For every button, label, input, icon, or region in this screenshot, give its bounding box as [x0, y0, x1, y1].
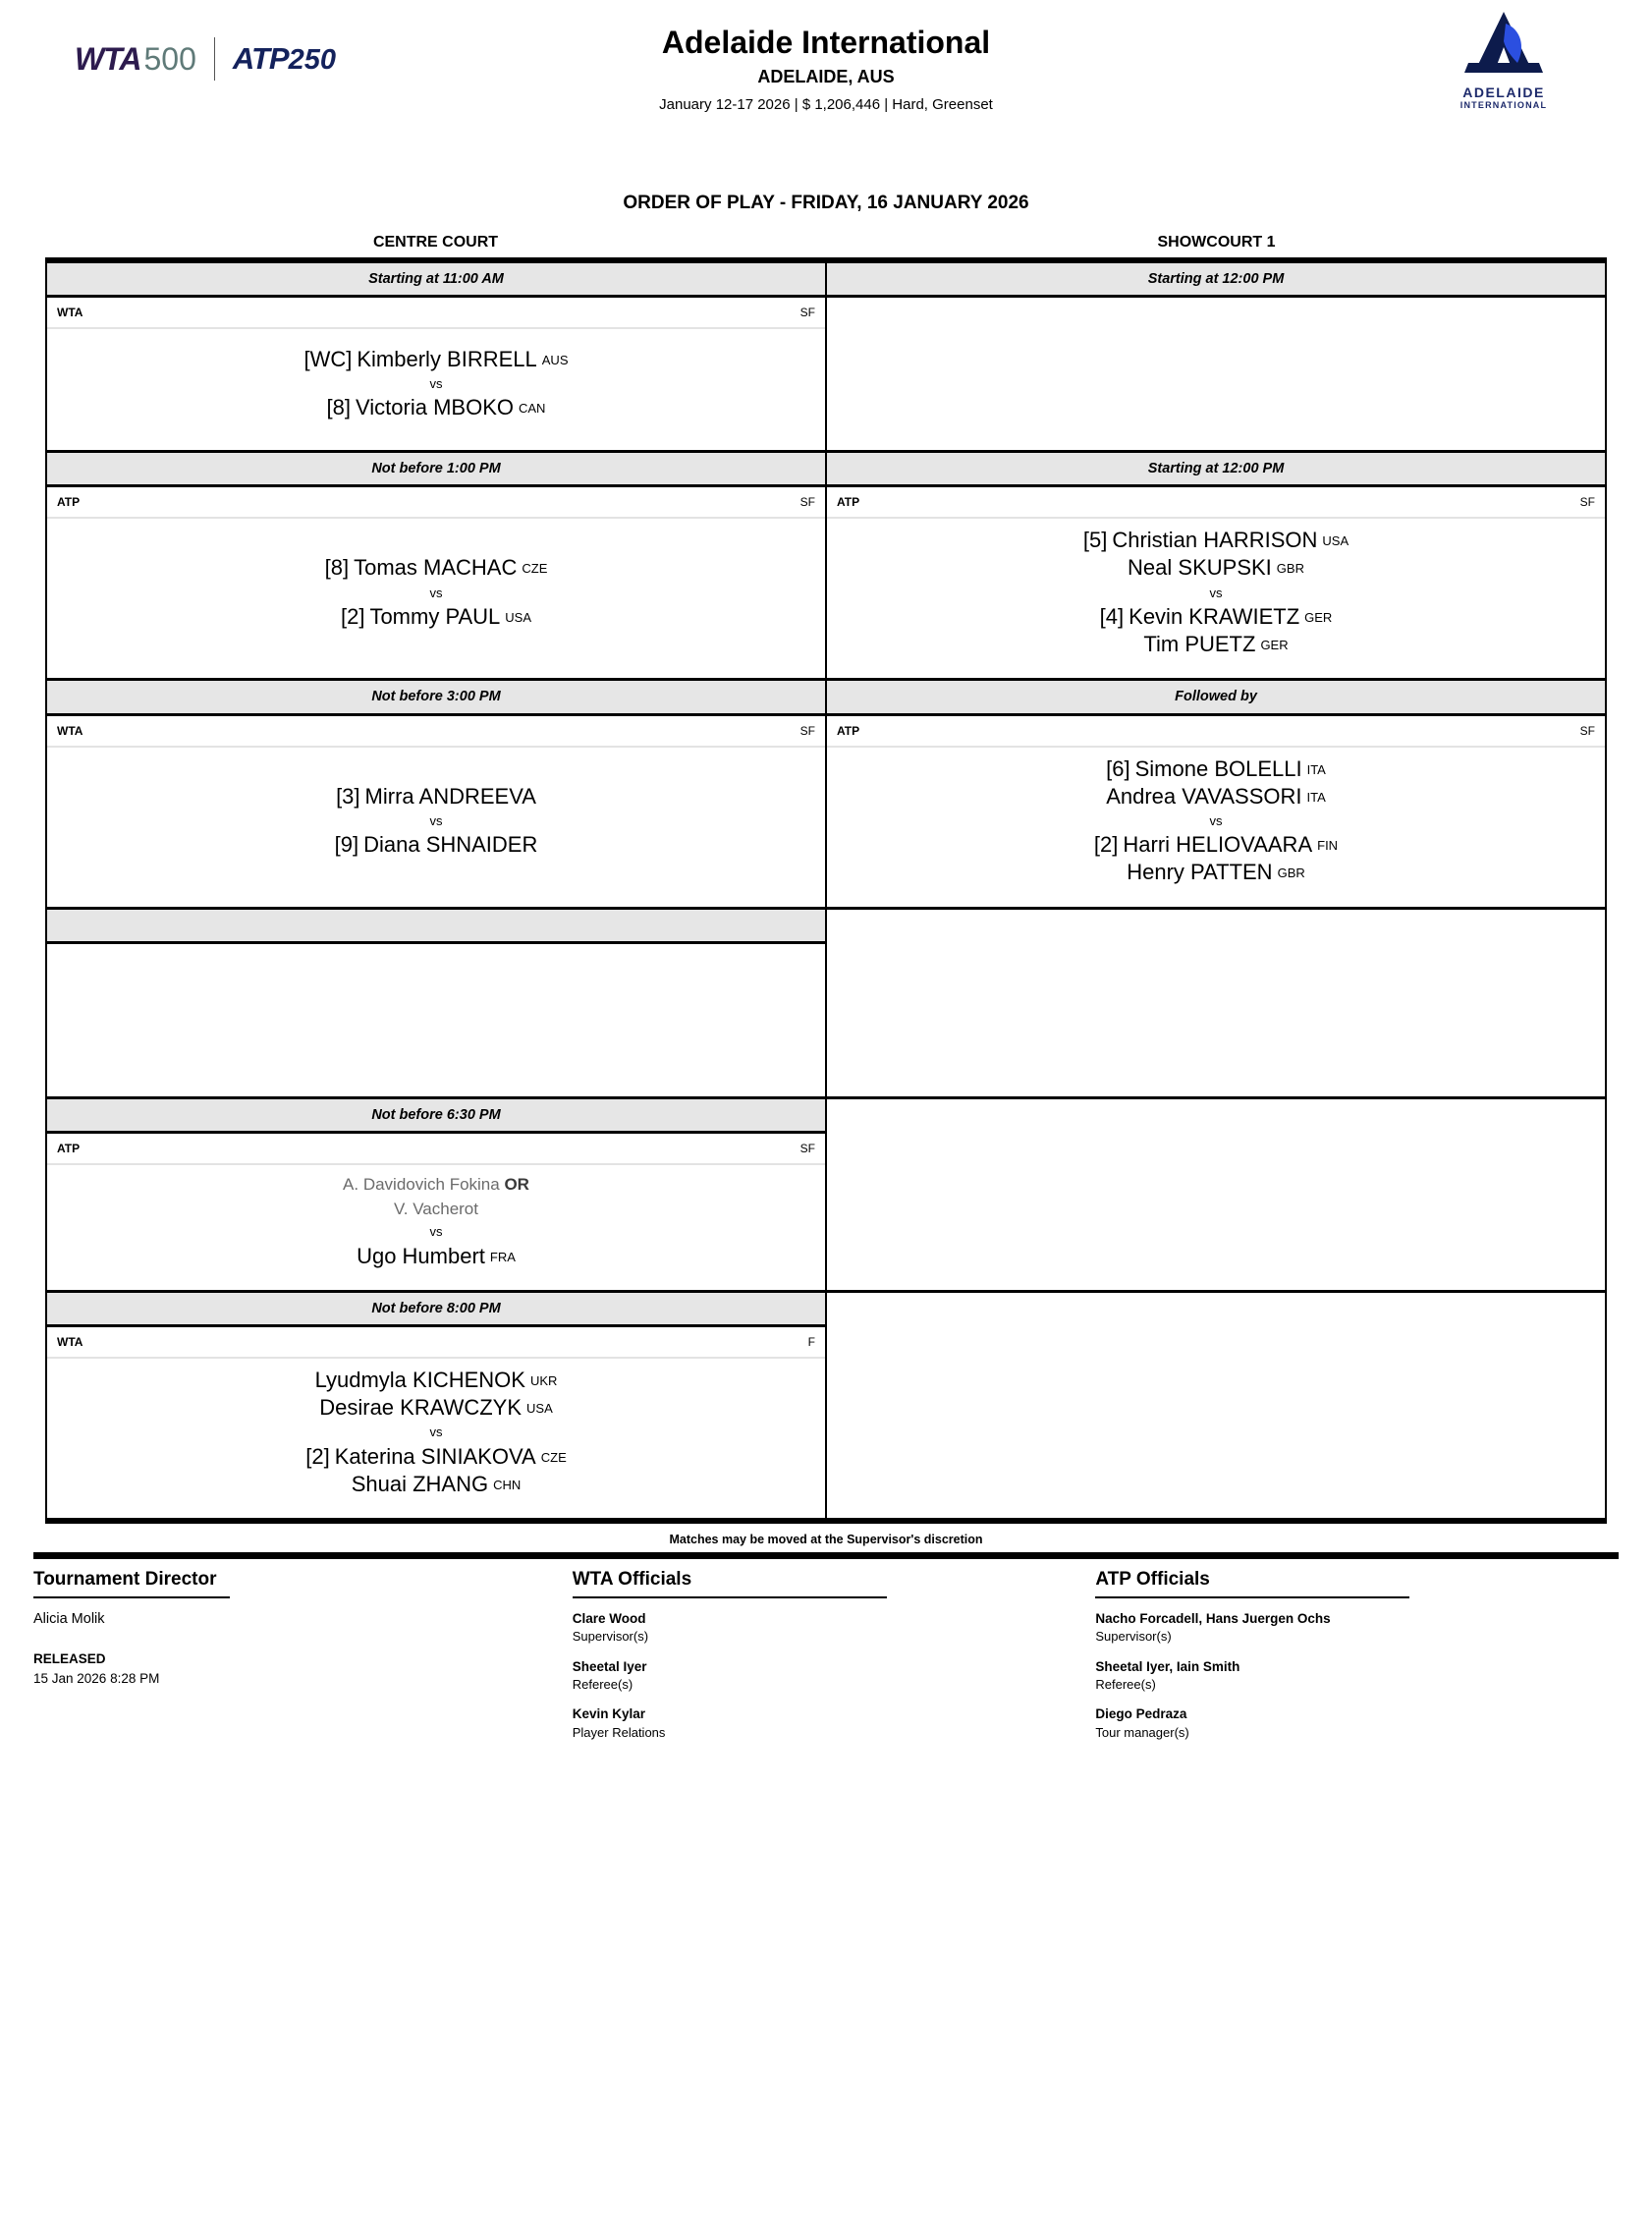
court-heading-showcourt: SHOWCOURT 1	[1157, 234, 1276, 251]
wta-official-name: Sheetal Iyer	[572, 1658, 647, 1674]
vs-separator: vs	[429, 1224, 443, 1240]
match-card[interactable]	[47, 1165, 825, 1290]
wta-logo-text: WTA	[75, 41, 141, 77]
player-seed: [8]	[326, 395, 352, 420]
document-footer	[33, 1559, 1619, 1754]
released-label: RELEASED	[33, 1651, 106, 1667]
player-line	[335, 831, 538, 859]
slot-round-label: SF	[799, 306, 815, 320]
slot-tour-badge: ATP	[57, 495, 81, 510]
adelaide-logo-line2: INTERNATIONAL	[1459, 100, 1548, 111]
schedule-slot-showcourt-1[interactable]	[827, 263, 1607, 453]
tournament-city: ADELAIDE, AUS	[757, 67, 895, 87]
player-line	[341, 603, 531, 631]
player-name: Diana SHNAIDER	[363, 832, 538, 858]
logo-divider	[214, 37, 215, 81]
player-name: Shuai ZHANG	[351, 1471, 489, 1496]
match-card[interactable]	[47, 519, 825, 678]
slot-round-label: SF	[799, 723, 815, 738]
player-country: AUS	[541, 352, 569, 367]
tournament-director-name: Alicia Molik	[33, 1610, 105, 1627]
player-seed: [8]	[324, 555, 350, 581]
player-country: USA	[505, 610, 532, 626]
vs-separator: vs	[429, 1425, 443, 1440]
footer-underline-3	[1095, 1596, 1409, 1598]
slot-time-label: Not before 3:00 PM	[47, 681, 825, 715]
player-line	[325, 554, 548, 582]
wta-official-entry	[573, 1610, 1067, 1646]
player-line	[319, 1394, 553, 1422]
slot-tour-badge: ATP	[837, 723, 860, 738]
player-seed: [WC]	[303, 346, 353, 371]
match-card[interactable]	[47, 329, 825, 450]
slot-meta	[827, 487, 1605, 519]
player-country: FIN	[1317, 838, 1339, 854]
footer-column-wta-officials	[573, 1569, 1096, 1754]
player-name: Kimberly BIRRELL	[357, 346, 537, 371]
slot-time-label: Starting at 12:00 PM	[827, 263, 1605, 298]
vs-separator: vs	[1209, 585, 1223, 600]
match-card[interactable]	[47, 748, 825, 907]
player-name: Neal SKUPSKI	[1128, 555, 1272, 581]
slot-body	[47, 1327, 825, 1518]
player-seed: [3]	[336, 783, 360, 809]
player-country: ITA	[1306, 761, 1326, 777]
atp-official-role: Supervisor(s)	[1095, 1629, 1172, 1645]
slot-tour-badge: ATP	[837, 495, 860, 510]
player-name: V. Vacherot	[393, 1199, 478, 1218]
match-card[interactable]	[827, 519, 1605, 678]
player-seed: [2]	[305, 1443, 330, 1469]
player-name: Ugo Humbert	[357, 1243, 485, 1268]
supervisor-discretion-note: Matches may be moved at the Supervisor's discretion	[669, 1533, 983, 1547]
slot-body	[47, 944, 825, 1096]
tournament-name: Adelaide International	[661, 25, 991, 60]
player-name: Desirae KRAWCZYK	[319, 1395, 523, 1421]
player-country: ITA	[1306, 789, 1326, 805]
match-card[interactable]	[827, 748, 1605, 907]
slot-body	[827, 910, 1605, 1096]
player-line	[305, 1443, 566, 1471]
slot-body	[47, 298, 825, 450]
player-seed: [9]	[334, 832, 359, 858]
player-line	[315, 1367, 558, 1394]
player-country: CZE	[522, 561, 548, 577]
player-line	[303, 346, 568, 373]
atp-logo-text: ATP	[232, 41, 289, 76]
player-name: A. Davidovich Fokina	[343, 1174, 500, 1194]
slot-body	[827, 298, 1605, 450]
slot-meta	[47, 487, 825, 519]
slot-body	[47, 716, 825, 907]
player-line	[1127, 859, 1305, 886]
atp-officials-list	[1095, 1610, 1589, 1741]
footer-title-tournament-director: Tournament Director	[33, 1569, 217, 1591]
player-country: GBR	[1276, 561, 1304, 577]
slot-tour-badge: WTA	[57, 306, 83, 320]
schedule-slot-centre-court[interactable]	[45, 1293, 827, 1518]
atp-official-role: Tour manager(s)	[1095, 1724, 1189, 1740]
slot-time-label: Starting at 12:00 PM	[827, 453, 1605, 487]
player-name: Victoria MBOKO	[356, 395, 514, 420]
adelaide-logo-line1: ADELAIDE	[1462, 84, 1545, 100]
slot-meta	[47, 716, 825, 748]
schedule-slot-centre-court[interactable]	[45, 681, 827, 909]
court-headings	[45, 234, 1607, 257]
slot-body	[47, 1134, 825, 1290]
slot-round-label: SF	[1579, 723, 1595, 738]
footer-title-wta-officials: WTA Officials	[572, 1569, 692, 1591]
player-seed: [2]	[340, 604, 365, 630]
player-or-suffix: OR	[499, 1174, 529, 1194]
player-name: Christian HARRISON	[1112, 528, 1318, 553]
footer-divider	[33, 1552, 1619, 1559]
player-name: Tim PUETZ	[1143, 632, 1256, 657]
schedule-row	[45, 263, 1607, 453]
wta-official-entry	[573, 1658, 1067, 1694]
schedule-slot-showcourt-1[interactable]	[827, 1099, 1607, 1293]
released-datetime: 15 Jan 2026 8:28 PM	[33, 1671, 160, 1687]
footer-title-atp-officials: ATP Officials	[1095, 1569, 1210, 1591]
atp-logo	[233, 43, 336, 75]
atp-official-name: Nacho Forcadell, Hans Juergen Ochs	[1095, 1610, 1331, 1626]
wta-official-entry	[573, 1705, 1067, 1741]
player-line	[394, 1198, 478, 1222]
slot-body	[827, 1099, 1605, 1290]
player-line	[1083, 527, 1349, 554]
schedule-row	[45, 1099, 1607, 1293]
slot-round-label: SF	[799, 495, 815, 510]
slot-time-label: Starting at 11:00 AM	[47, 263, 825, 298]
player-seed: [2]	[1093, 832, 1119, 858]
player-name: Katerina SINIAKOVA	[334, 1443, 536, 1469]
player-name: Simone BOLELLI	[1134, 755, 1302, 781]
wta-official-role: Supervisor(s)	[572, 1629, 649, 1645]
adelaide-international-logo	[1434, 8, 1573, 118]
schedule-grid	[45, 257, 1607, 1524]
player-name: Kevin KRAWIETZ	[1129, 604, 1300, 630]
footer-column-tournament-director	[33, 1569, 573, 1754]
player-country: USA	[526, 1401, 553, 1417]
slot-time-label: Not before 6:30 PM	[47, 1099, 825, 1134]
player-name: Mirra ANDREEVA	[364, 783, 536, 809]
slot-tour-badge: WTA	[57, 723, 83, 738]
slot-time-label	[47, 910, 825, 944]
player-country: GER	[1260, 638, 1289, 653]
slot-body	[827, 716, 1605, 907]
vs-separator: vs	[429, 812, 443, 828]
wta-officials-list	[573, 1610, 1067, 1741]
footer-column-atp-officials	[1095, 1569, 1619, 1754]
player-line	[1100, 603, 1333, 631]
player-country: GER	[1304, 610, 1333, 626]
schedule-slot-centre-court[interactable]	[45, 263, 827, 453]
slot-body	[827, 1293, 1605, 1518]
atp-official-name: Sheetal Iyer, Iain Smith	[1095, 1658, 1240, 1674]
schedule-row	[45, 910, 1607, 1099]
player-line	[1106, 755, 1326, 783]
match-card[interactable]	[47, 1359, 825, 1518]
player-line	[1094, 831, 1338, 859]
schedule-slot-showcourt-1[interactable]	[827, 910, 1607, 1099]
player-name: Harri HELIOVAARA	[1123, 832, 1313, 858]
schedule-slot-showcourt-1[interactable]	[827, 453, 1607, 681]
adelaide-a-icon	[1434, 8, 1573, 81]
player-line	[357, 1243, 516, 1270]
vs-separator: vs	[1209, 812, 1223, 828]
wta-official-name: Clare Wood	[572, 1610, 646, 1626]
player-line	[1128, 554, 1304, 582]
player-seed: [5]	[1082, 528, 1108, 553]
atp-official-entry	[1095, 1658, 1589, 1694]
slot-round-label: F	[807, 1334, 815, 1349]
player-name: Lyudmyla KICHENOK	[314, 1367, 525, 1392]
footer-underline-1	[33, 1596, 230, 1598]
order-of-play-title: ORDER OF PLAY - FRIDAY, 16 JANUARY 2026	[623, 193, 1029, 213]
slot-body	[47, 487, 825, 678]
slot-meta	[47, 298, 825, 329]
player-country: CZE	[540, 1449, 567, 1465]
court-heading-centre: CENTRE COURT	[372, 234, 499, 251]
slot-time-label: Not before 8:00 PM	[47, 1293, 825, 1327]
player-line	[1106, 783, 1326, 810]
tour-logos	[75, 35, 336, 83]
player-country: GBR	[1277, 866, 1305, 881]
atp-official-entry	[1095, 1610, 1589, 1646]
atp-logo-level: 250	[288, 44, 336, 76]
footer-underline-2	[573, 1596, 887, 1598]
schedule-row	[45, 453, 1607, 681]
slot-tour-badge: ATP	[57, 1141, 81, 1155]
player-line	[336, 783, 536, 810]
schedule-row	[45, 1293, 1607, 1518]
vs-separator: vs	[429, 585, 443, 600]
slot-time-label: Not before 1:00 PM	[47, 453, 825, 487]
wta-logo-level: 500	[143, 41, 196, 77]
player-line	[1143, 631, 1288, 658]
schedule-slot-showcourt-1[interactable]	[827, 1293, 1607, 1518]
slot-time-label: Followed by	[827, 681, 1605, 715]
player-seed: [4]	[1099, 604, 1125, 630]
schedule-row	[45, 681, 1607, 909]
player-name: Henry PATTEN	[1127, 860, 1273, 885]
document-header	[45, 0, 1607, 157]
tournament-meta: January 12-17 2026 | $ 1,206,446 | Hard, Greenset	[659, 95, 993, 113]
player-country: CHN	[493, 1477, 522, 1492]
player-name: Tommy PAUL	[369, 604, 501, 630]
slot-round-label: SF	[799, 1141, 815, 1155]
player-country: UKR	[529, 1372, 558, 1388]
schedule-slot-showcourt-1[interactable]	[827, 681, 1607, 909]
player-seed: [6]	[1106, 755, 1130, 781]
schedule-slot-centre-court[interactable]	[45, 453, 827, 681]
wta-logo	[75, 43, 196, 75]
player-country: FRA	[489, 1249, 516, 1264]
player-line	[327, 394, 546, 421]
wta-official-role: Player Relations	[572, 1724, 666, 1740]
slot-meta	[47, 1327, 825, 1359]
player-line	[352, 1471, 522, 1498]
player-country: CAN	[519, 401, 546, 417]
slot-round-label: SF	[1579, 495, 1595, 510]
slot-meta	[47, 1134, 825, 1165]
wta-official-name: Kevin Kylar	[572, 1706, 646, 1722]
player-country: USA	[1322, 533, 1349, 549]
player-line	[343, 1173, 529, 1198]
atp-official-name: Diego Pedraza	[1095, 1706, 1187, 1722]
schedule-slot-centre-court[interactable]	[45, 1099, 827, 1293]
slot-body	[827, 487, 1605, 678]
vs-separator: vs	[429, 375, 443, 391]
slot-tour-badge: WTA	[57, 1334, 83, 1349]
wta-official-role: Referee(s)	[572, 1676, 633, 1692]
schedule-slot-centre-court[interactable]	[45, 910, 827, 1099]
player-name: Tomas MACHAC	[354, 555, 518, 581]
atp-official-entry	[1095, 1705, 1589, 1741]
slot-meta	[827, 716, 1605, 748]
player-name: Andrea VAVASSORI	[1106, 783, 1302, 809]
atp-official-role: Referee(s)	[1095, 1676, 1156, 1692]
